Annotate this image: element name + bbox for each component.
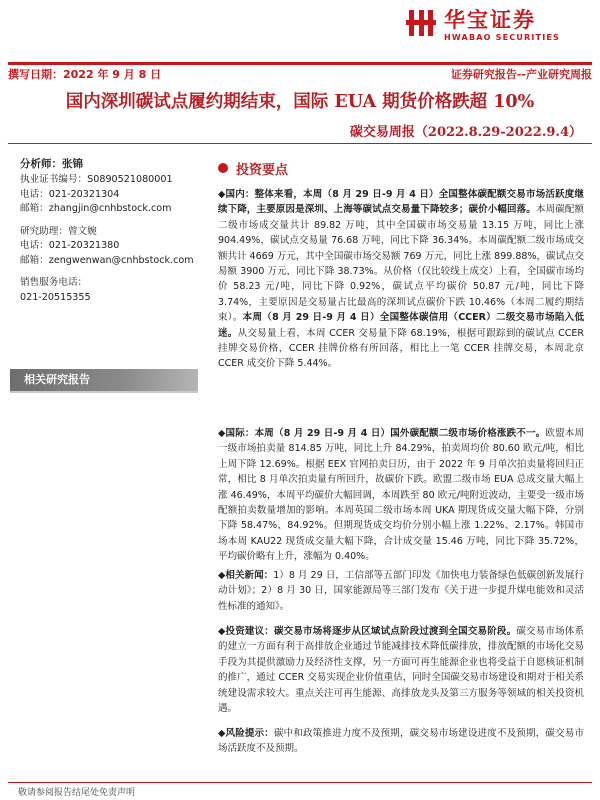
- bullet-icon: ◆: [218, 428, 226, 439]
- sales-phone: 021-20515355: [20, 291, 91, 303]
- bullet-icon: ◆: [218, 189, 226, 200]
- title-divider: [8, 143, 592, 144]
- domestic-lead: 国内：整体来看，本周（8 月 29 日-9 月 4 日）全国整体碳配额交易市场活跃度继续下降，主要原因是深圳、上海等碳试点交易量下降较多；碳价小幅回落。: [218, 189, 584, 216]
- header-rule: [8, 62, 592, 65]
- advice-lead: 投资建议：碳交易市场将逐步从区域试点阶段过渡到全国交易阶段。: [225, 626, 517, 637]
- assistant-name: 研究助理：曾文婉: [20, 225, 97, 237]
- paragraph-investment-advice: [218, 624, 584, 716]
- footer-rule: [8, 782, 592, 783]
- risk-body: 碳中和政策推进力度不及预期，碳交易市场建设进度不及预期，碳交易市场活跃度不及预期。: [218, 728, 584, 755]
- domestic-body-ccer: 从交易量上看，本周 CCER 交易量下降 68.19%，根据可跟踪到的碳试点 CCER 挂牌交易价格，CCER 挂牌价格有所回落，相比上一笔 CCER 挂牌交易，本周北京 CCER 成交价下降 5.44%。: [218, 327, 584, 370]
- section-title: 投资要点: [236, 162, 289, 178]
- risk-lead: 风险提示：: [225, 728, 274, 739]
- advice-body: 碳交易市场体系的建立一方面有利于高排放企业通过节能减排技术降低碳排放，排放配额的市场化交易手段为其提供激励力及经济性支撑，另一方面可再生能源企业也将受益于自愿核证机制的推广，通过 CCER 交易实现企业价值重估，同时全国碳交易市场建设和期对于相关系统建设需求较大。重点关注可再生能源、高排放龙头及第三方服务等领域的相关投资机遇。: [218, 626, 584, 715]
- news-lead: 相关新闻：: [225, 570, 274, 581]
- analyst-name: 分析师：张锦: [20, 158, 83, 170]
- news-body: 1）8 月 29 日，工信部等五部门印发《加快电力装备绿色低碳创新发展行动计划》；2）8 月 30 日，国家能源局等三部门发布《关于进一步提升煤电能效和灵活性标准的通知》。: [218, 570, 584, 612]
- related-reports-header: 相关研究报告: [10, 369, 198, 391]
- analyst-email[interactable]: 邮箱：zhangjin@cnhbstock.com: [20, 203, 172, 214]
- hwabao-logo-icon: [406, 8, 436, 38]
- company-logo: [406, 8, 592, 42]
- paragraph-news: [218, 568, 584, 614]
- disclaimer-note: 敬请参阅报告结尾处免责声明: [18, 788, 136, 798]
- paragraph-domestic: [218, 187, 584, 372]
- bullet-icon: ◆: [218, 570, 226, 581]
- author-info: [20, 156, 198, 305]
- assistant-email[interactable]: 邮箱：zengwenwan@cnhbstock.com: [20, 254, 194, 266]
- paragraph-risk: [218, 726, 584, 757]
- analyst-phone: 电话：021-20321304: [20, 188, 120, 200]
- bullet-icon: ◆: [218, 728, 226, 739]
- sales-label: 销售服务电话：: [20, 277, 88, 288]
- license-number: 执业证书编号：S0890521080001: [20, 174, 173, 185]
- report-title: 国内深圳碳试点履约期结束，国际 EUA 期货价格跌超 10%: [65, 92, 535, 112]
- logo-chinese-name: 华宝证券: [444, 8, 536, 32]
- logo-english-name: HWABAO SECURITIES: [444, 33, 561, 42]
- international-lead: 国际：本周（8 月 29 日-9 月 4 日）国外碳配额二级市场价格涨跌不一。: [225, 428, 546, 439]
- paragraph-international: [218, 426, 584, 565]
- key-points-section: [218, 158, 586, 178]
- domestic-body: 本周碳配额二级市场成交量共计 89.82 万吨，其中全国碳市场交易量 13.15 万吨，同比上涨 904.49%，碳试点交易量 76.68 万吨，同比下降 36.34%。本周碳配额二级市场成交额共计 4669 万元，其中全国碳市场交易额 769 万元，同比上涨 899.88%，碳试点交易额 3900 万元，同比下降 38.73%。从价格（仅比较线上成交）上看，全国碳市场均价 58.23 元/吨，同比下降 0.92%，碳试点平均碳价 50.87 元/吨，同比下降 3.74%，主要原因是交易量占比最高的深圳试点碳价下跌 10.46%（本周二履约期结束）。: [218, 204, 584, 324]
- report-subtitle: 碳交易周报（2022.8.29-2022.9.4）: [349, 125, 582, 140]
- assistant-phone: 电话：021-20321380: [20, 240, 120, 251]
- section-bullet-icon: [218, 163, 228, 173]
- report-type: 证券研究报告--产业研究周报: [450, 68, 592, 81]
- domestic-lead-ccer: 本周（8 月 29 日-9 月 4 日）全国整体碳信用（CCER）二级交易市场陷入低迷。: [218, 312, 584, 339]
- bullet-icon: ◆: [218, 626, 226, 637]
- international-body: 欧盟本周一级市场拍卖量 814.85 万吨，同比上升 84.29%，拍卖周均价 80.60 欧元/吨，相比上周下降 12.69%。根据 EEX 官网拍卖日历，由于 2022 年 9 月单次拍卖量将回归正常，相比 8 月单次拍卖量有所回升，故碳价下跌。欧盟二级市场 EUA 总成交量大幅上涨 46.49%，本周平均碳价大幅回调，本周跌至 80 欧元/吨附近波动，主要受一级市场配额拍卖数量增加的影响。本周英国二级市场本周 UKA 期现货成交量大幅下降，分别下降 58.47%、84.92%。但期现货成交均价分别小幅上涨 1.22%、2.17%。韩国市场本周 KAU22 现货成交量大幅下降，合计成交量 15.46 万吨，同比下降 35.72%，平均碳价略有上升，涨幅为 0.40%。: [218, 428, 584, 563]
- report-date: 撰写日期：2022 年 9 月 8 日: [8, 68, 162, 81]
- related-reports-underline: [10, 391, 198, 393]
